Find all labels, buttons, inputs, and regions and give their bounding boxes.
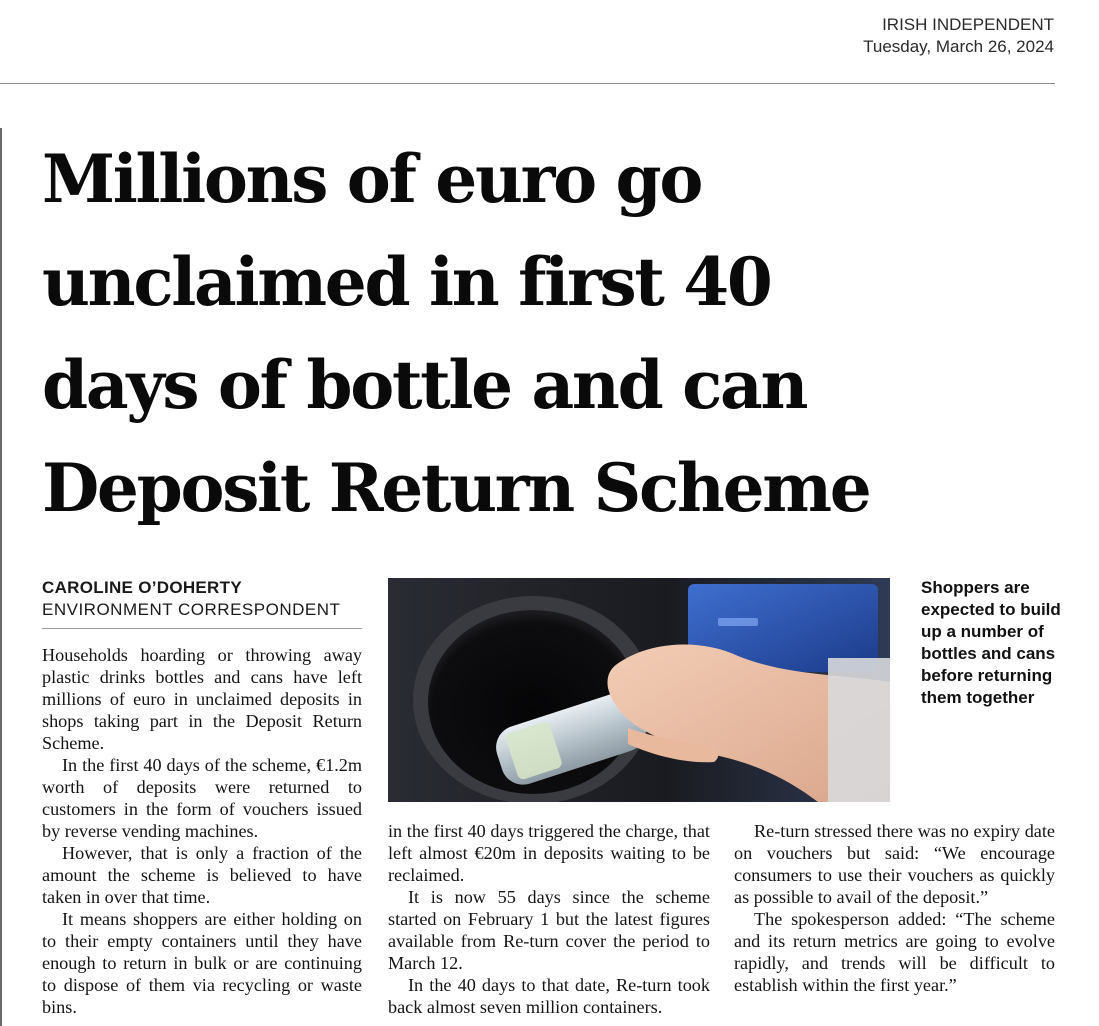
paragraph: In the first 40 days of the scheme, €1.2m worth of deposits were returned to customers in the form of vouchers issued by reverse vending machines. [42,755,362,841]
hand-returning-bottle-illustration [388,578,890,802]
publication-name: IRISH INDEPENDENT [882,15,1054,34]
paragraph: Re-turn stressed there was no expiry date on vouchers but said: “We encourage consumers to use their vouchers as quickly as possible to avail of the deposit.” [734,821,1055,907]
photo-caption: Shoppers are expected to build up a number of bottles and cans before returning them together [921,578,1061,707]
paragraph: However, that is only a fraction of the amount the scheme is believed to have taken in over that time. [42,843,362,907]
headline [42,128,1072,540]
article-column-1 [42,644,362,1026]
paragraph: The spokesperson added: “The scheme and its return metrics are going to evolve rapidly, and trends will be difficult to establish within the first year.” [734,909,1055,995]
page-left-rule [0,128,2,1026]
author-name: CAROLINE O’DOHERTY [42,578,242,597]
headline-line: Millions of euro go [42,140,702,218]
sleeve [828,658,890,802]
paragraph: in the first 40 days triggered the charge, that left almost €20m in deposits waiting to be reclaimed. [388,821,710,885]
paragraph: It is now 55 days since the scheme started on February 1 but the latest figures available from Re-turn cover the period to March 12. [388,887,710,973]
paragraph: It means shoppers are either holding on to their empty containers until they have enough to return in bulk or are continuing to dispose of them via recycling or waste bins. [42,909,362,1017]
masthead [863,14,1054,58]
headline-line: Deposit Return Scheme [42,449,870,527]
headline-line: unclaimed in first 40 [42,243,771,321]
byline [42,577,340,621]
publication-date: Tuesday, March 26, 2024 [863,37,1054,56]
author-role: ENVIRONMENT CORRESPONDENT [42,600,341,619]
byline-divider [42,628,362,629]
headline-line: days of bottle and can [42,346,807,424]
article-photo [388,578,890,802]
paragraph: In the 40 days to that date, Re-turn took back almost seven million containers. [388,975,710,1017]
masthead-divider [0,83,1055,84]
article-column-2 [388,820,710,1026]
screen-glow [718,618,758,626]
paragraph: Households hoarding or throwing away plastic drinks bottles and cans have left millions of euro in unclaimed deposits in shops taking part in the Deposit Return Scheme. [42,645,362,753]
article-column-3 [734,820,1055,1026]
